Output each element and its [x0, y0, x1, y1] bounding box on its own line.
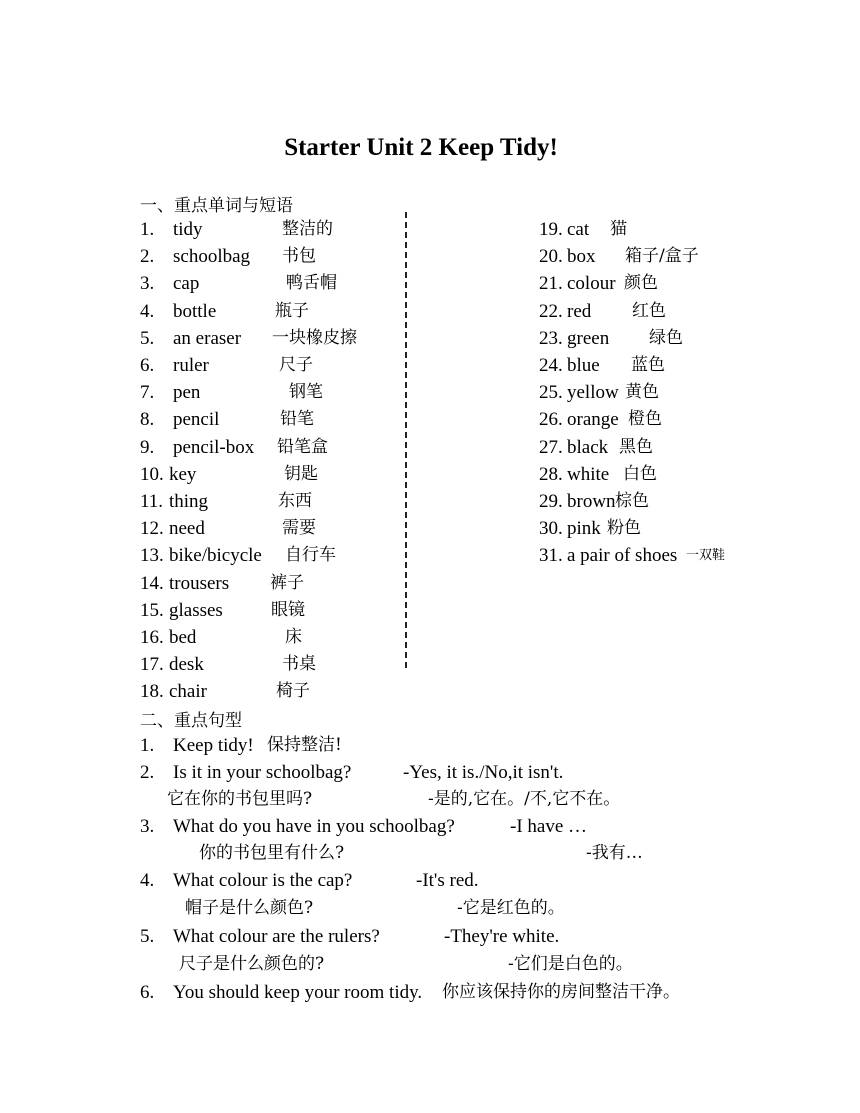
- sentence-question: What do you have in you schoolbag?: [173, 816, 455, 837]
- word-item: [140, 678, 400, 705]
- word-item: [539, 434, 839, 461]
- word-item: [140, 434, 400, 461]
- word-chinese: 铅笔: [280, 409, 314, 430]
- word-chinese: 钢笔: [289, 382, 323, 403]
- word-english: colour: [567, 273, 616, 295]
- sentence-english: You should keep your room tidy.: [173, 982, 423, 1003]
- word-english: key: [169, 463, 197, 485]
- word-chinese: 椅子: [276, 681, 310, 702]
- word-number: 3.: [140, 273, 155, 295]
- word-chinese: 瓶子: [275, 300, 309, 321]
- word-item: [140, 270, 400, 297]
- sentence-number: 3.: [140, 816, 155, 837]
- word-item: [539, 298, 839, 325]
- word-chinese: 鸭舌帽: [286, 273, 337, 294]
- word-chinese: 需要: [282, 518, 316, 539]
- word-english: an eraser: [173, 327, 242, 349]
- word-chinese: 尺子: [279, 355, 313, 375]
- word-chinese: 绿色: [649, 327, 683, 348]
- word-item: [140, 352, 400, 379]
- word-item: [539, 243, 839, 270]
- word-english: schoolbag: [173, 246, 251, 268]
- word-item: [140, 216, 400, 243]
- word-number: 14.: [140, 572, 164, 594]
- sentence-question: What colour are the rulers?: [173, 926, 380, 947]
- word-english: trousers: [169, 572, 230, 594]
- word-chinese: 粉色: [607, 518, 641, 539]
- word-english: cat: [567, 219, 590, 240]
- word-item: [140, 542, 400, 569]
- word-english: cap: [173, 273, 200, 295]
- sentence-english: Keep tidy!: [173, 735, 254, 756]
- word-english: blue: [567, 355, 600, 376]
- word-english: green: [567, 327, 610, 349]
- word-english: pencil: [173, 409, 220, 431]
- word-item: [140, 298, 400, 325]
- word-number: 17.: [140, 654, 164, 676]
- word-item: [140, 488, 400, 515]
- word-english: desk: [169, 654, 204, 676]
- sentence-2-question-chinese: 它在你的书包里吗?: [167, 789, 313, 809]
- word-english: need: [169, 518, 205, 540]
- word-number: 9.: [140, 436, 155, 458]
- word-english: bottle: [173, 300, 217, 322]
- section-heading-words: 一、重点单词与短语: [140, 196, 293, 216]
- word-english: ruler: [173, 355, 209, 376]
- sentence-3-answer-chinese: -我有…: [586, 843, 643, 863]
- word-item: [140, 325, 400, 352]
- word-item: [539, 325, 839, 352]
- sentence-answer: -I have …: [510, 816, 588, 837]
- word-chinese: 一块橡皮擦: [272, 327, 357, 348]
- word-english: brown: [567, 491, 616, 512]
- word-chinese: 裤子: [270, 572, 304, 593]
- word-item: [140, 570, 400, 597]
- sentence-question: What colour is the cap?: [173, 870, 353, 891]
- word-english: tidy: [173, 219, 203, 240]
- word-english: a pair of shoes: [567, 545, 678, 567]
- section-heading-sentences: 二、重点句型: [140, 711, 242, 731]
- word-chinese: 钥匙: [284, 463, 318, 484]
- word-chinese: 自行车: [285, 545, 336, 566]
- sentence-answer: -Yes, it is./No,it isn't.: [403, 762, 564, 783]
- sentence-number: 1.: [140, 735, 155, 756]
- word-number: 12.: [140, 518, 164, 540]
- sentence-number: 6.: [140, 982, 155, 1003]
- word-english: bike/bicycle: [169, 545, 262, 567]
- word-item: [539, 542, 839, 569]
- word-number: 26.: [539, 409, 563, 431]
- word-chinese: 床: [285, 627, 302, 647]
- word-number: 15.: [140, 599, 164, 621]
- word-english: bed: [169, 627, 197, 648]
- word-number: 10.: [140, 463, 164, 485]
- sentence-5-question-chinese: 尺子是什么颜色的?: [179, 954, 325, 974]
- word-english: black: [567, 436, 609, 458]
- word-item: [539, 461, 839, 488]
- word-item: [140, 406, 400, 433]
- word-item: [140, 379, 400, 406]
- word-chinese: 白色: [623, 463, 657, 484]
- sentence-question: Is it in your schoolbag?: [173, 762, 352, 783]
- word-number: 30.: [539, 518, 563, 540]
- word-item: [140, 597, 400, 624]
- word-english: red: [567, 300, 592, 322]
- word-english: white: [567, 463, 610, 485]
- word-number: 28.: [539, 463, 563, 485]
- word-number: 6.: [140, 355, 155, 376]
- word-english: yellow: [567, 382, 619, 404]
- word-chinese: 一双鞋: [686, 548, 726, 564]
- word-item: [539, 488, 839, 515]
- sentence-number: 2.: [140, 762, 155, 783]
- word-item: [539, 352, 839, 379]
- sentence-answer: -They're white.: [444, 926, 560, 947]
- sentence-answer: -It's red.: [416, 870, 479, 891]
- sentence-chinese: 你应该保持你的房间整洁干净。: [442, 982, 680, 1002]
- sentence-number: 5.: [140, 926, 155, 947]
- word-english: pink: [567, 518, 601, 540]
- word-english: orange: [567, 409, 619, 431]
- column-divider: [405, 212, 407, 668]
- word-chinese: 整洁的: [282, 219, 333, 239]
- word-english: glasses: [169, 599, 223, 621]
- word-number: 22.: [539, 300, 563, 322]
- word-english: box: [567, 246, 596, 268]
- word-number: 29.: [539, 491, 563, 512]
- word-number: 4.: [140, 300, 155, 322]
- word-chinese: 蓝色: [631, 355, 665, 375]
- word-number: 5.: [140, 327, 155, 349]
- page-title: Starter Unit 2 Keep Tidy!: [284, 134, 558, 161]
- word-number: 27.: [539, 436, 563, 458]
- word-number: 1.: [140, 219, 155, 240]
- word-number: 2.: [140, 246, 155, 268]
- word-chinese: 箱子/盒子: [625, 246, 699, 267]
- word-chinese: 黑色: [619, 436, 653, 457]
- sentence-5-answer-chinese: -它们是白色的。: [508, 954, 633, 974]
- word-chinese: 眼镜: [271, 599, 305, 620]
- word-english: pencil-box: [173, 436, 255, 458]
- sentence-chinese: 保持整洁!: [267, 735, 342, 755]
- word-item: [539, 379, 839, 406]
- word-chinese: 书包: [282, 246, 316, 267]
- word-number: 31.: [539, 545, 563, 567]
- word-number: 23.: [539, 327, 563, 349]
- word-chinese: 猫: [610, 219, 627, 239]
- word-number: 7.: [140, 382, 155, 404]
- word-number: 19.: [539, 219, 563, 240]
- word-english: pen: [173, 382, 201, 404]
- word-number: 13.: [140, 545, 164, 567]
- word-number: 20.: [539, 246, 563, 268]
- sentence-3-question-chinese: 你的书包里有什么?: [199, 843, 345, 863]
- word-chinese: 棕色: [615, 491, 649, 511]
- word-item: [140, 624, 400, 651]
- word-english: thing: [169, 491, 209, 512]
- word-item: [140, 461, 400, 488]
- word-item: [539, 216, 839, 243]
- word-number: 21.: [539, 273, 563, 295]
- word-item: [140, 515, 400, 542]
- word-item: [539, 515, 839, 542]
- sentence-4-answer-chinese: -它是红色的。: [457, 898, 565, 918]
- word-number: 8.: [140, 409, 155, 431]
- sentence-2-answer-chinese: -是的,它在。/不,它不在。: [428, 789, 621, 809]
- word-chinese: 橙色: [628, 409, 662, 430]
- word-number: 11.: [140, 491, 164, 512]
- word-number: 25.: [539, 382, 563, 404]
- word-chinese: 东西: [278, 491, 312, 511]
- word-number: 18.: [140, 681, 164, 703]
- sentence-4-question-chinese: 帽子是什么颜色?: [185, 898, 314, 918]
- word-chinese: 红色: [632, 300, 666, 321]
- word-item: [140, 651, 400, 678]
- word-item: [539, 406, 839, 433]
- word-item: [140, 243, 400, 270]
- word-chinese: 黄色: [625, 382, 659, 403]
- sentence-number: 4.: [140, 870, 155, 891]
- word-chinese: 颜色: [624, 273, 658, 294]
- word-item: [539, 270, 839, 297]
- word-number: 24.: [539, 355, 563, 376]
- word-number: 16.: [140, 627, 164, 648]
- word-english: chair: [169, 681, 207, 703]
- word-chinese: 铅笔盒: [277, 436, 328, 457]
- word-chinese: 书桌: [282, 654, 316, 675]
